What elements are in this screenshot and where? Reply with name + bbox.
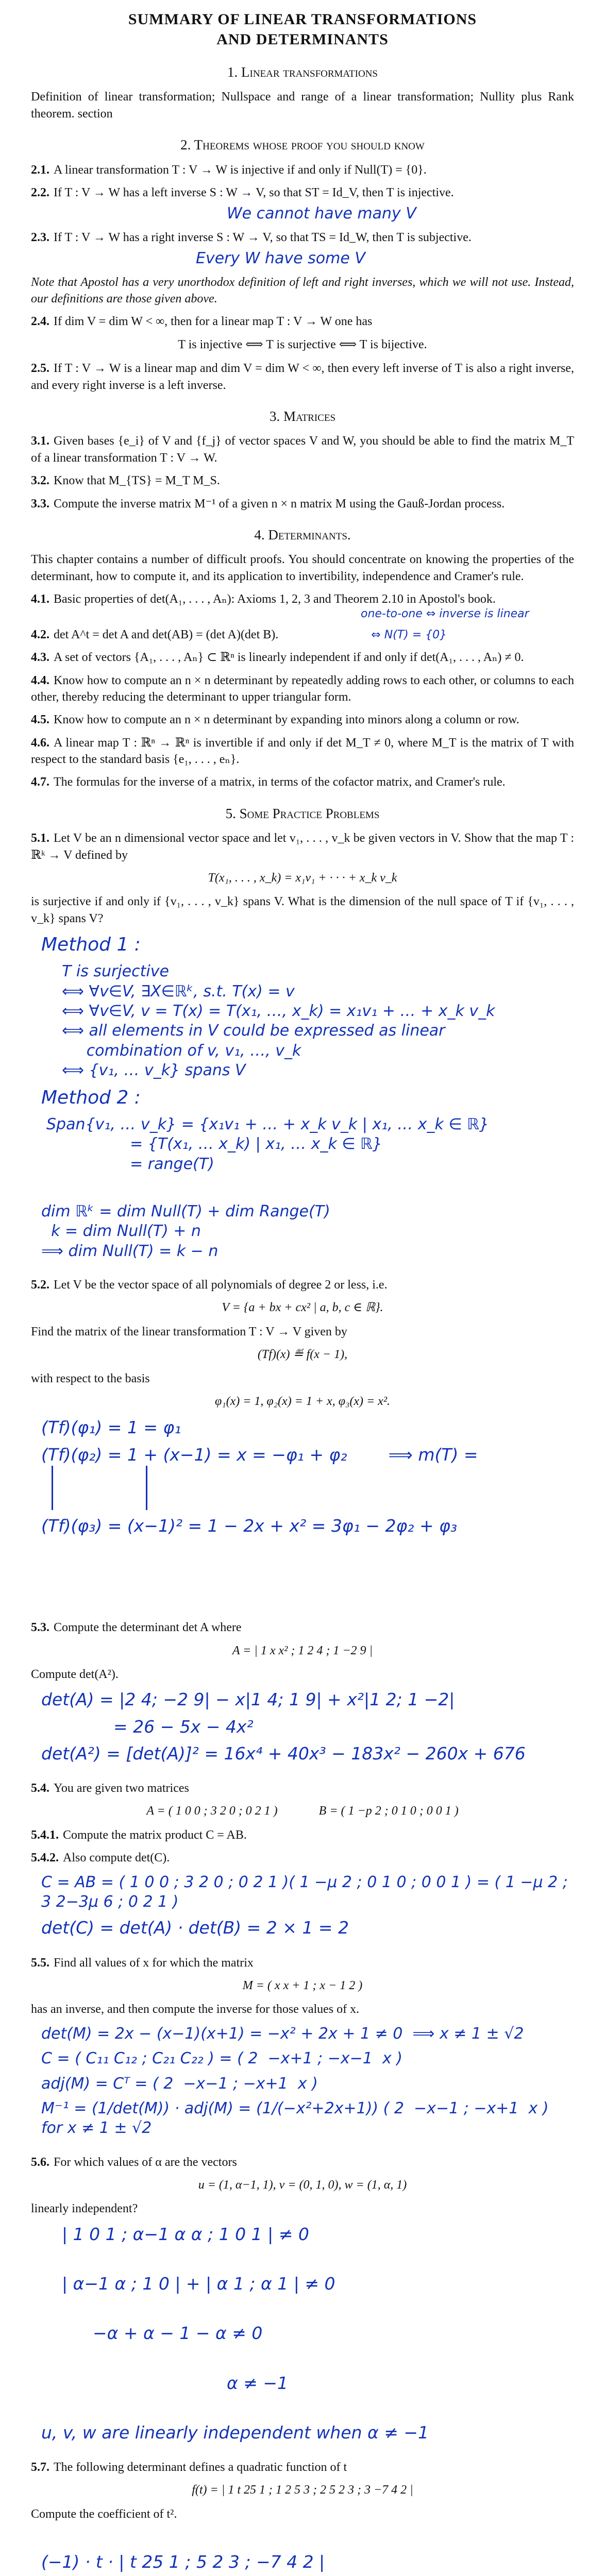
- solution-5-3-line-2: = 26 − 5x − 4x²: [113, 1716, 254, 1737]
- solution-5-6-line-2: | α−1 α ; 1 0 | + | α 1 ; α 1 | ≠ 0: [62, 2274, 335, 2294]
- theorem-2-2: 2.2. If T : V → W has a left inverse S : W → V, so that ST = Id_V, then T is injective.: [31, 186, 454, 200]
- solution-5-1-dimension: dim ℝᵏ = dim Null(T) + dim Range(T) k = dim Null(T) + n ⟹ dim Null(T) = k − n: [41, 1202, 330, 1260]
- item-4-4: 4.4. Know how to compute an n × n determinant by repeatedly adding rows to each other, or columns to each other, thereby reducing the determinant to upper triangular form.: [31, 673, 574, 704]
- problem-5-5-matrix: M = ( x x + 1 ; x − 1 2 ): [242, 1978, 363, 1992]
- note-inverses: Note that Apostol has a very unorthodox definition of left and right inverses, which we will not use. Instead, our definitions are those given above.: [31, 275, 574, 306]
- problem-5-7-formula: f(t) = | 1 t 25 1 ; 1 2 5 3 ; 2 5 2 3 ; 3 −7 4 2 |: [192, 2483, 413, 2497]
- problem-5-7: 5.7. The following determinant defines a quadratic function of t: [31, 2461, 347, 2475]
- problem-5-1-question: is surjective if and only if {v₁, . . . , v_k} spans V. What is the dimension of the null space of T if {v₁, . . . , v_k} spans V?: [31, 895, 574, 925]
- problem-5-2: 5.2. Let V be the vector space of all polynomials of degree 2 or less, i.e.: [31, 1278, 388, 1292]
- section-heading-2: 2. Theorems whose proof you should know: [180, 137, 425, 153]
- section-heading-4: 4. Determinants.: [254, 527, 351, 543]
- problem-5-2-text-3: with respect to the basis: [31, 1371, 150, 1385]
- problem-5-5-text-2: has an inverse, and then compute the inverse for those values of x.: [31, 2003, 360, 2016]
- section-4-intro: This chapter contains a number of difficult proofs. You should concentrate on knowing the properties of the determinant, how to compute it, and its application to invertibility, independence and Cramer's rule.: [31, 553, 574, 583]
- solution-5-7-line-1: (−1) · t · | t 25 1 ; 5 2 3 ; −7 4 2 |: [41, 2552, 325, 2572]
- item-3-2: 3.2. Know that M_{TS} = M_T M_S.: [31, 474, 220, 488]
- theorem-2-5: 2.5. If T : V → W is a linear map and dim V = dim W < ∞, then every left inverse of T is also a right inverse, and every right inverse is a left inverse.: [31, 362, 574, 392]
- theorem-2-3: 2.3. If T : V → W has a right inverse S : W → V, so that TS = Id_W, then T is subjective.: [31, 230, 472, 244]
- problem-5-4-2: 5.4.2. Also compute det(C).: [31, 1851, 170, 1865]
- problem-5-2-formula-2: (Tf)(x) ≝ f(x − 1),: [257, 1348, 348, 1362]
- item-4-7: 4.7. The formulas for the inverse of a matrix, in terms of the cofactor matrix, and Cramer's rule.: [31, 775, 506, 789]
- problem-5-5: 5.5. Find all values of x for which the matrix: [31, 1956, 254, 1970]
- problem-5-3: 5.3. Compute the determinant det A where: [31, 1621, 242, 1635]
- item-4-1: 4.1. Basic properties of det(A₁, . . . , Aₙ): Axioms 1, 2, 3 and Theorem 2.10 in Apostol's book.: [31, 592, 496, 606]
- problem-5-4: 5.4. You are given two matrices: [31, 1782, 189, 1795]
- solution-5-4-line-1: C = AB = ( 1 0 0 ; 3 2 0 ; 0 2 1 )( 1 −μ 2 ; 0 1 0 ; 0 0 1 ) = ( 1 −μ 2 ; 3 2−3μ 6 ; 0 2 1 ): [41, 1873, 573, 1911]
- handwritten-note-2-3: Every W have some V: [196, 249, 365, 268]
- solution-5-4-line-2: det(C) = det(A) · det(B) = 2 × 1 = 2: [41, 1918, 349, 1938]
- problem-5-4-1: 5.4.1. Compute the matrix product C = AB.: [31, 1828, 247, 1842]
- solution-5-5-line-3: adj(M) = Cᵀ = ( 2 −x−1 ; −x+1 x ): [41, 2074, 318, 2093]
- solution-5-6-line-4: α ≠ −1: [227, 2372, 289, 2393]
- title-line-1: SUMMARY OF LINEAR TRANSFORMATIONS: [128, 11, 477, 28]
- section-heading-5: 5. Some Practice Problems: [225, 805, 380, 821]
- solution-5-2-line-2: (Tf)(φ₂) = 1 + (x−1) = x = −φ₁ + φ₂ ⟹ m(T) =: [41, 1444, 574, 1510]
- solution-5-1-method-2: Span{v₁, … v_k} = {x₁v₁ + … + x_k v_k | x₁, … x_k ∈ ℝ} = {T(x₁, … x_k) | x₁, … x_k ∈ ℝ} = range(T): [46, 1115, 489, 1173]
- solution-5-5-line-4: M⁻¹ = (1/det(M)) · adj(M) = (1/(−x²+2x+1)) ( 2 −x−1 ; −x+1 x ) for x ≠ 1 ± √2: [41, 2099, 564, 2138]
- handwritten-note-4-1: one-to-one ⇔ inverse is linear: [361, 607, 529, 620]
- document-title: [31, 9, 574, 49]
- item-4-2: 4.2. det A^t = det A and det(AB) = (det A)(det B). ⇔ N(T) = {0}: [31, 628, 447, 641]
- problem-5-3-matrix: A = | 1 x x² ; 1 2 4 ; 1 −2 9 |: [232, 1643, 373, 1657]
- problem-5-3-text-2: Compute det(A²).: [31, 1667, 119, 1681]
- solution-5-2-matrix: ⟹ m(T) =: [388, 1444, 478, 1465]
- item-4-5: 4.5. Know how to compute an n × n determinant by expanding into minors along a column or row.: [31, 713, 519, 727]
- problem-5-1-formula: T(x₁, . . . , x_k) = x₁v₁ + · · · + x_k v_k: [208, 871, 397, 885]
- problem-5-2-text-2: Find the matrix of the linear transformation T : V → V given by: [31, 1325, 347, 1338]
- solution-5-3-line-1: det(A) = |2 4; −2 9| − x|1 4; 1 9| + x²|1 2; 1 −2|: [41, 1689, 455, 1710]
- item-4-6: 4.6. A linear map T : ℝⁿ → ℝⁿ is invertible if and only if det M_T ≠ 0, where M_T is the matrix of T with respect to the standard basis {e₁, . . . , eₙ}.: [31, 736, 574, 767]
- problem-5-6: 5.6. For which values of α are the vectors: [31, 2155, 237, 2169]
- handwritten-note-2-2: We cannot have many V: [227, 205, 416, 223]
- problem-5-2-formula-1: V = {a + bx + cx² | a, b, c ∈ ℝ}.: [222, 1301, 383, 1315]
- item-4-3: 4.3. A set of vectors {A₁, . . . , Aₙ} ⊂ ℝⁿ is linearly independent if and only if det(A₁, . . . , Aₙ) ≠ 0.: [31, 651, 524, 665]
- solution-5-2-line-1: (Tf)(φ₁) = 1 = φ₁: [41, 1417, 181, 1438]
- problem-5-6-text-2: linearly independent?: [31, 2202, 138, 2216]
- matrix-bracket: [52, 1466, 147, 1510]
- section-1-text: Definition of linear transformation; Nullspace and range of a linear transformation; Nullity plus Rank theorem. section: [31, 90, 574, 121]
- theorem-2-4-equivalence: T is injective ⟺ T is surjective ⟺ T is bijective.: [178, 337, 427, 351]
- solution-5-1-method-1: T is surjective ⟺ ∀v∈V, ∃X∈ℝᵏ, s.t. T(x) = v ⟺ ∀v∈V, v = T(x) = T(x₁, …, x_k) = x₁v₁ + … + x_k v_k ⟺ all elements in V could be expressed as linear combination of v, v₁, …, v_k ⟺ {v₁, … v_k} spans V: [62, 962, 495, 1080]
- solution-5-1-method-2-label: Method 2 :: [41, 1087, 141, 1108]
- problem-5-4-matrices: A = ( 1 0 0 ; 3 2 0 ; 0 2 1 ) B = ( 1 −p 2 ; 0 1 0 ; 0 0 1 ): [146, 1804, 459, 1818]
- solution-5-1-method-1-label: Method 1 :: [41, 934, 141, 956]
- solution-5-3-line-3: det(A²) = [det(A)]² = 16x⁴ + 40x³ − 183x² − 260x + 676: [41, 1743, 526, 1764]
- problem-5-2-formula-3: φ₁(x) = 1, φ₂(x) = 1 + x, φ₃(x) = x².: [214, 1395, 391, 1409]
- section-heading-1: 1. Linear transformations: [227, 64, 378, 80]
- problem-5-7-text-2: Compute the coefficient of t².: [31, 2507, 177, 2521]
- solution-5-5-line-2: C = ( C₁₁ C₁₂ ; C₂₁ C₂₂ ) = ( 2 −x+1 ; −x−1 x ): [41, 2049, 402, 2068]
- item-3-3: 3.3. Compute the inverse matrix M⁻¹ of a given n × n matrix M using the Gauß-Jordan process.: [31, 497, 505, 511]
- theorem-2-4: 2.4. If dim V = dim W < ∞, then for a linear map T : V → W one has: [31, 315, 373, 329]
- problem-5-6-vectors: u = (1, α−1, 1), v = (0, 1, 0), w = (1, α, 1): [198, 2178, 407, 2192]
- theorem-2-1: 2.1. A linear transformation T : V → W is injective if and only if Null(T) = {0}.: [31, 163, 427, 177]
- handwritten-note-4-2: ⇔ N(T) = {0}: [371, 628, 447, 641]
- title-line-2: AND DETERMINANTS: [216, 31, 389, 48]
- solution-5-6-line-1: | 1 0 1 ; α−1 α α ; 1 0 1 | ≠ 0: [62, 2224, 309, 2244]
- solution-5-6-line-5: u, v, w are linearly independent when α ≠ −1: [41, 2422, 429, 2443]
- solution-5-5-line-1: det(M) = 2x − (x−1)(x+1) = −x² + 2x + 1 ≠ 0 ⟹ x ≠ 1 ± √2: [41, 2024, 524, 2043]
- item-3-1: 3.1. Given bases {e_i} of V and {f_j} of vector spaces V and W, you should be able to find the matrix M_T of a linear transformation T : V → W.: [31, 434, 574, 465]
- problem-5-1: 5.1. Let V be an n dimensional vector space and let v₁, . . . , v_k be given vectors in V. Show that the map T : ℝᵏ → V defined by: [31, 832, 574, 862]
- solution-5-6-line-3: −α + α − 1 − α ≠ 0: [93, 2323, 263, 2344]
- solution-5-2-line-3: (Tf)(φ₃) = (x−1)² = 1 − 2x + x² = 3φ₁ − 2φ₂ + φ₃: [41, 1515, 458, 1536]
- section-heading-3: 3. Matrices: [269, 408, 336, 424]
